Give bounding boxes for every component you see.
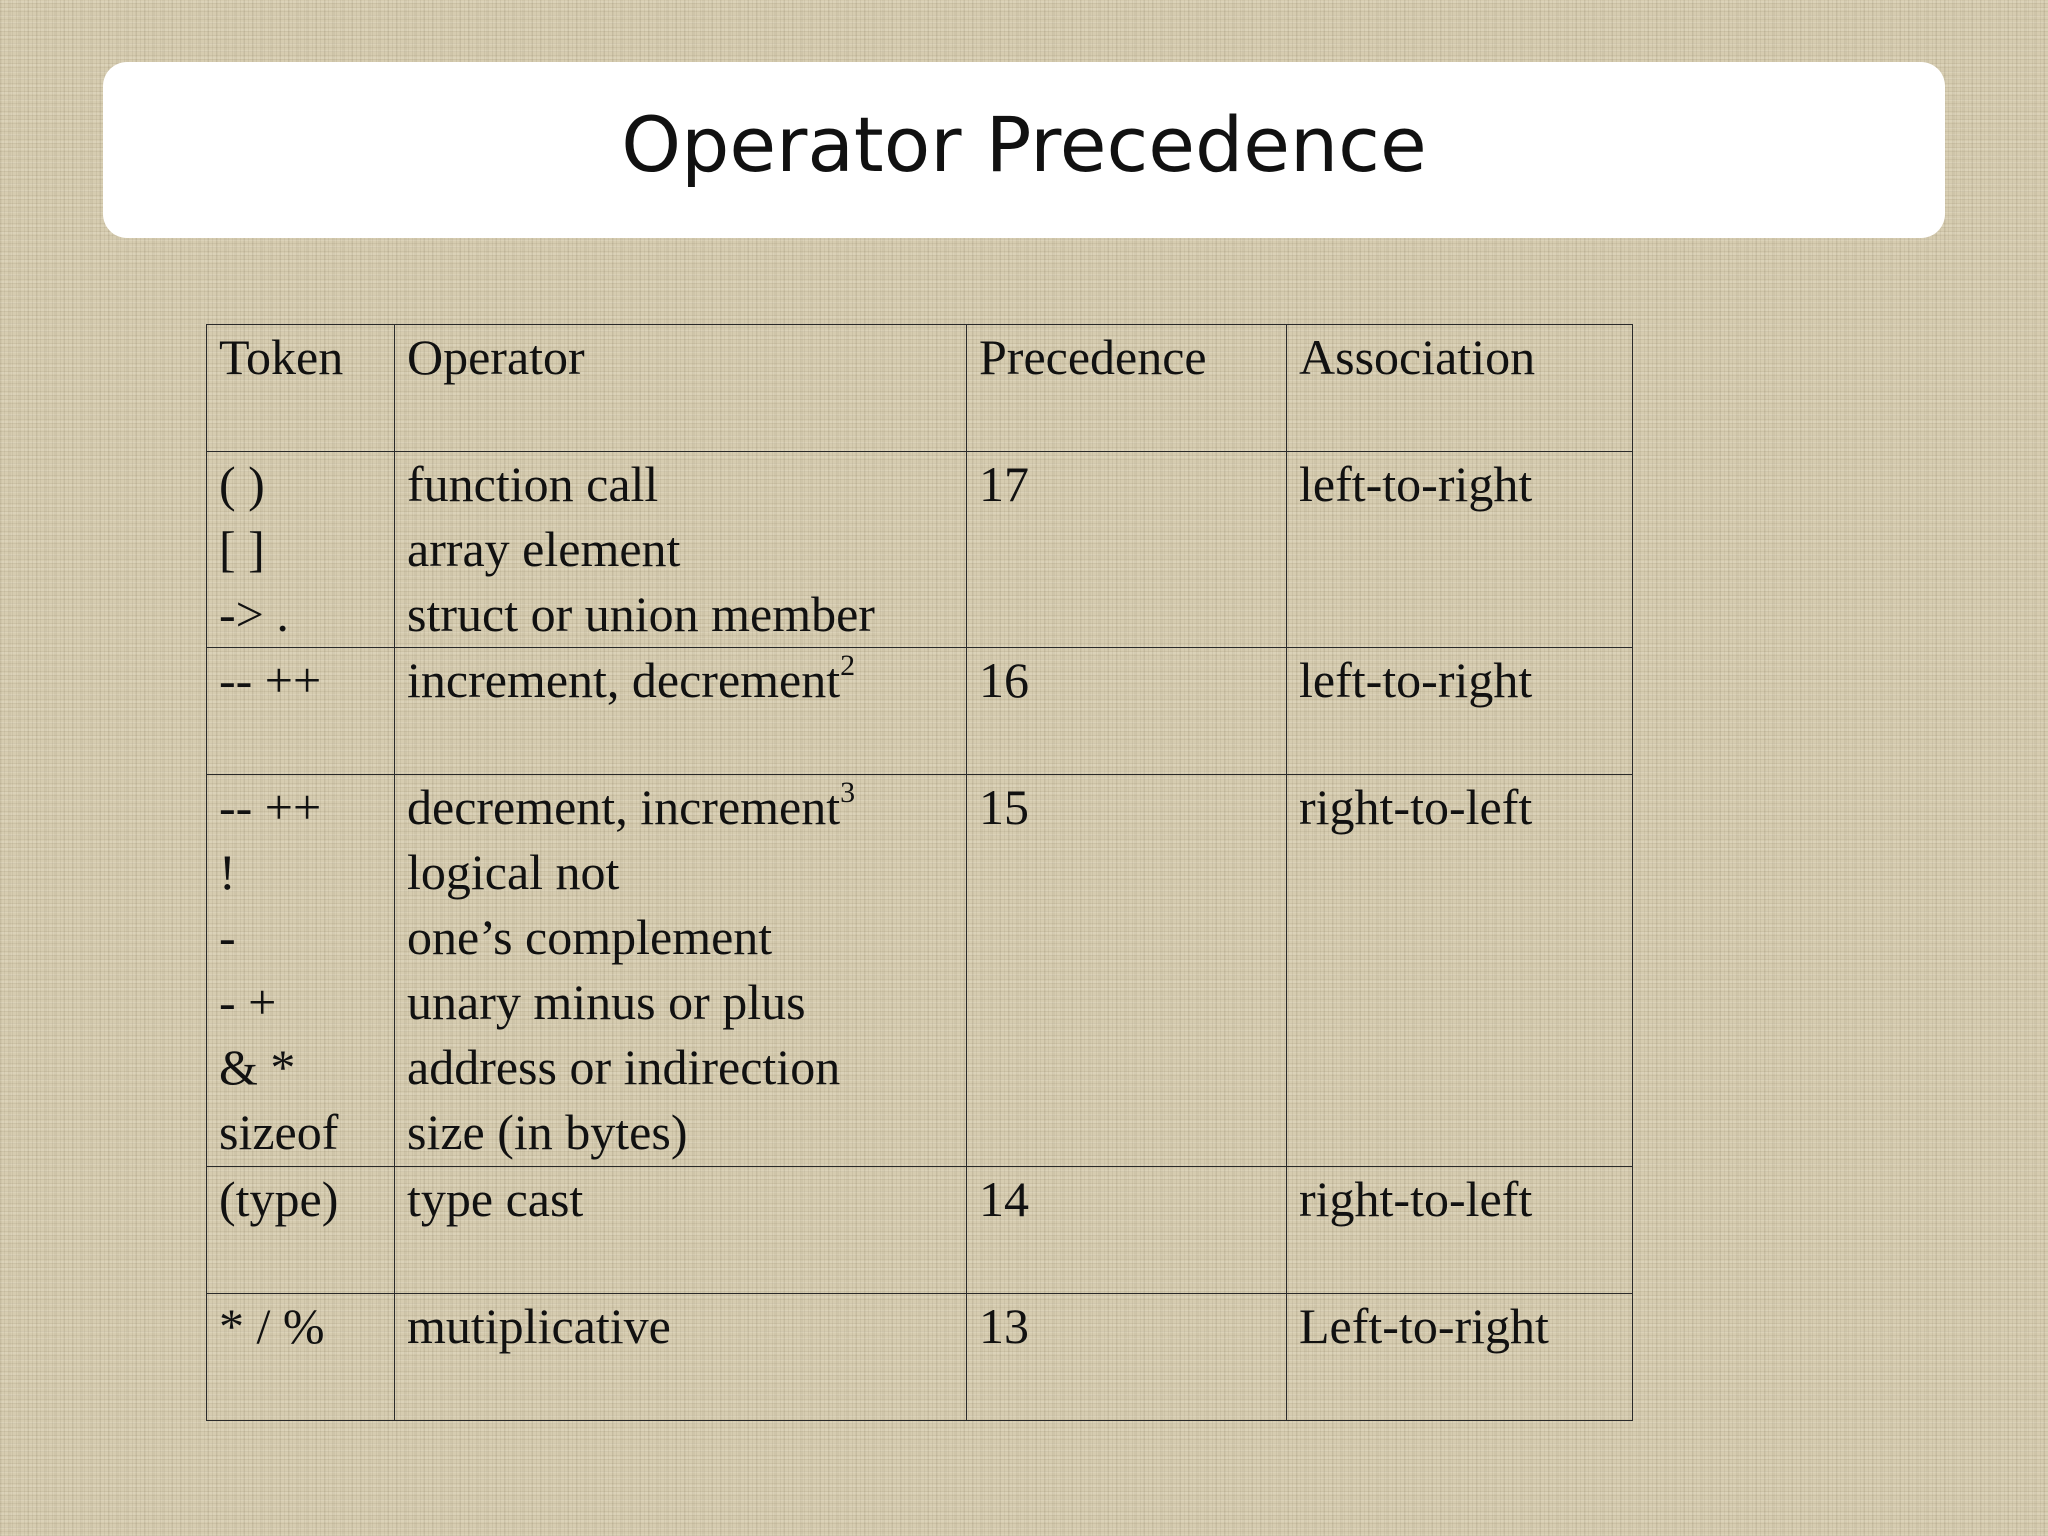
token: -> .	[219, 586, 289, 642]
operator-text: increment, decrement	[407, 652, 841, 708]
precedence-cell: 15	[967, 775, 1287, 1167]
token: -	[219, 909, 236, 965]
table-row	[207, 1167, 1633, 1294]
association-cell: right-to-left	[1287, 775, 1633, 1167]
operator-name: struct or union member	[407, 586, 875, 642]
footnote-marker: 2	[840, 649, 856, 682]
operator-text: decrement, increment	[407, 779, 841, 835]
precedence-cell: 16	[967, 648, 1287, 775]
table-row	[207, 648, 1633, 775]
header-association: Association	[1287, 325, 1633, 452]
operator-cell	[395, 1167, 967, 1294]
operator-name: type cast	[407, 1171, 584, 1227]
token-cell	[207, 1167, 395, 1294]
header-precedence: Precedence	[967, 325, 1287, 452]
token: * / %	[219, 1298, 325, 1354]
operator-name: address or indirection	[407, 1039, 841, 1095]
association-cell: left-to-right	[1287, 452, 1633, 648]
operator-name	[407, 775, 954, 840]
precedence-cell: 14	[967, 1167, 1287, 1294]
operator-cell	[395, 775, 967, 1167]
association-cell: right-to-left	[1287, 1167, 1633, 1294]
token: - +	[219, 974, 277, 1030]
token: [ ]	[219, 521, 265, 577]
operator-name	[407, 648, 954, 713]
association-cell: left-to-right	[1287, 648, 1633, 775]
footnote-marker: 3	[840, 776, 856, 809]
token-cell	[207, 775, 395, 1167]
operator-name: mutiplicative	[407, 1298, 671, 1354]
association-cell: Left-to-right	[1287, 1294, 1633, 1421]
operator-name: array element	[407, 521, 681, 577]
page-title: Operator Precedence	[621, 99, 1427, 189]
operator-precedence-table	[206, 324, 1633, 1421]
table-row	[207, 1294, 1633, 1421]
token-cell	[207, 452, 395, 648]
operator-cell	[395, 1294, 967, 1421]
operator-name: one’s complement	[407, 909, 773, 965]
token: sizeof	[219, 1104, 339, 1160]
header-token: Token	[207, 325, 395, 452]
token: !	[219, 844, 236, 900]
token-cell	[207, 648, 395, 775]
token: -- ++	[219, 652, 322, 708]
table-row	[207, 452, 1633, 648]
title-banner	[103, 62, 1945, 238]
operator-name: unary minus or plus	[407, 974, 806, 1030]
table-row	[207, 775, 1633, 1167]
precedence-cell: 17	[967, 452, 1287, 648]
token-cell	[207, 1294, 395, 1421]
table-header-row	[207, 325, 1633, 452]
operator-cell	[395, 648, 967, 775]
operator-name: size (in bytes)	[407, 1104, 688, 1160]
operator-cell	[395, 452, 967, 648]
token: & *	[219, 1039, 296, 1095]
token: (type)	[219, 1171, 339, 1227]
header-operator: Operator	[395, 325, 967, 452]
operator-name: function call	[407, 456, 659, 512]
precedence-cell: 13	[967, 1294, 1287, 1421]
token: -- ++	[219, 779, 322, 835]
operator-name: logical not	[407, 844, 620, 900]
token: ( )	[219, 456, 265, 512]
